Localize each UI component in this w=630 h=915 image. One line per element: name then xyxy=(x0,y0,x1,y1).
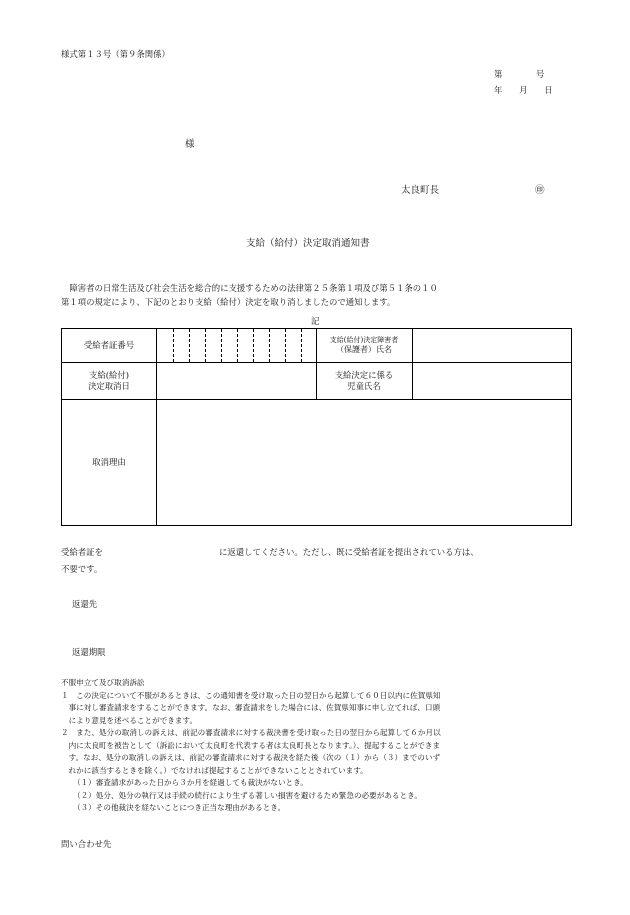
seal-icon: ㊞ xyxy=(535,185,545,196)
body-text: 障害者の日常生活及び社会生活を総合的に支援するための法律第２５条第１項及び第５１条の１０ 第１項の規定により、下記のとおり支給（給付）決定を取り消しましたので通知します。 xyxy=(61,283,438,307)
appeal-notes: 不服申立て及び取消訴訟 １ この決定について不服があるときは、この通知書を受け取った日の翌日から起算して６０日以内に佐賀県知 事に対し審査請求をすることができます。なお、審査請求をした場合には、佐賀県知事に申し立てれば、口頭 により意見を述べることができます。 ２ また、処分の取消しの訴えは、前記の審査請求に対する裁決書を受け取った日の翌日から起算して６か月以 内に太良町を被告として（訴訟において太良町を代表する者は太良町長となります。）、提起することができま す。なお、処分の取消しの訴えは、前記の審査請求に対する裁決を経た後（次の（１）から（３）までのいず れかに該当するときを除く。）でなければ提起することができないこととされています。 （１）審査請求があった日から３か月を経過しても裁決がないとき。 （２）処分、処分の執行又は手続の続行により生ずる著しい損害を避けるため緊急の必要があるとき。 （３）その他裁決を経ないことにつき正当な理由があるとき。 xyxy=(61,678,441,812)
child-name-value[interactable] xyxy=(413,363,571,399)
form-number: 様式第１３号（第９条関係） xyxy=(61,49,170,59)
return-instruction-end: 不要です。 xyxy=(61,564,103,574)
document-number: 第 号 xyxy=(494,69,545,79)
document-title: 支給（給付）決定取消通知書 xyxy=(246,238,370,249)
cancel-reason-label: 取消理由 xyxy=(92,457,126,468)
person-name-label: 支給(給付)決定障害者 （保護者）氏名 xyxy=(329,335,399,354)
digit-separator xyxy=(285,329,286,362)
child-name-label: 支給決定に係る 児童氏名 xyxy=(334,370,394,391)
appeal-heading: 不服申立て及び取消訴訟 xyxy=(61,678,145,687)
digit-separator xyxy=(205,329,206,362)
cancel-reason-value[interactable] xyxy=(157,400,571,525)
cancel-date-value[interactable] xyxy=(157,363,316,399)
return-deadline-label: 返還期限 xyxy=(72,647,106,657)
digit-separator xyxy=(189,329,190,362)
cancel-date-label: 支給(給付) 決定取消日 xyxy=(88,370,130,391)
digit-separator xyxy=(221,329,222,362)
recipient-number-label: 受給者証番号 xyxy=(83,340,135,351)
contact-label: 問い合わせ先 xyxy=(61,839,112,849)
return-instruction-start: 受給者証を xyxy=(61,547,103,557)
digit-separator xyxy=(269,329,270,362)
person-name-value[interactable] xyxy=(413,329,571,362)
digit-separator xyxy=(301,329,302,362)
return-instruction-rest: に返還してください。ただし、既に受給者証を提出されている方は、 xyxy=(219,547,479,557)
digit-separator xyxy=(253,329,254,362)
ki-label: 記 xyxy=(311,316,320,326)
sender-name: 太良町長 xyxy=(401,185,440,196)
issue-date: 年 月 日 xyxy=(494,85,553,95)
digit-separator xyxy=(237,329,238,362)
digit-separator xyxy=(173,329,174,362)
return-destination-label: 返還先 xyxy=(72,599,98,609)
cancellation-table xyxy=(61,328,572,526)
recipient-honorific: 様 xyxy=(185,139,195,150)
